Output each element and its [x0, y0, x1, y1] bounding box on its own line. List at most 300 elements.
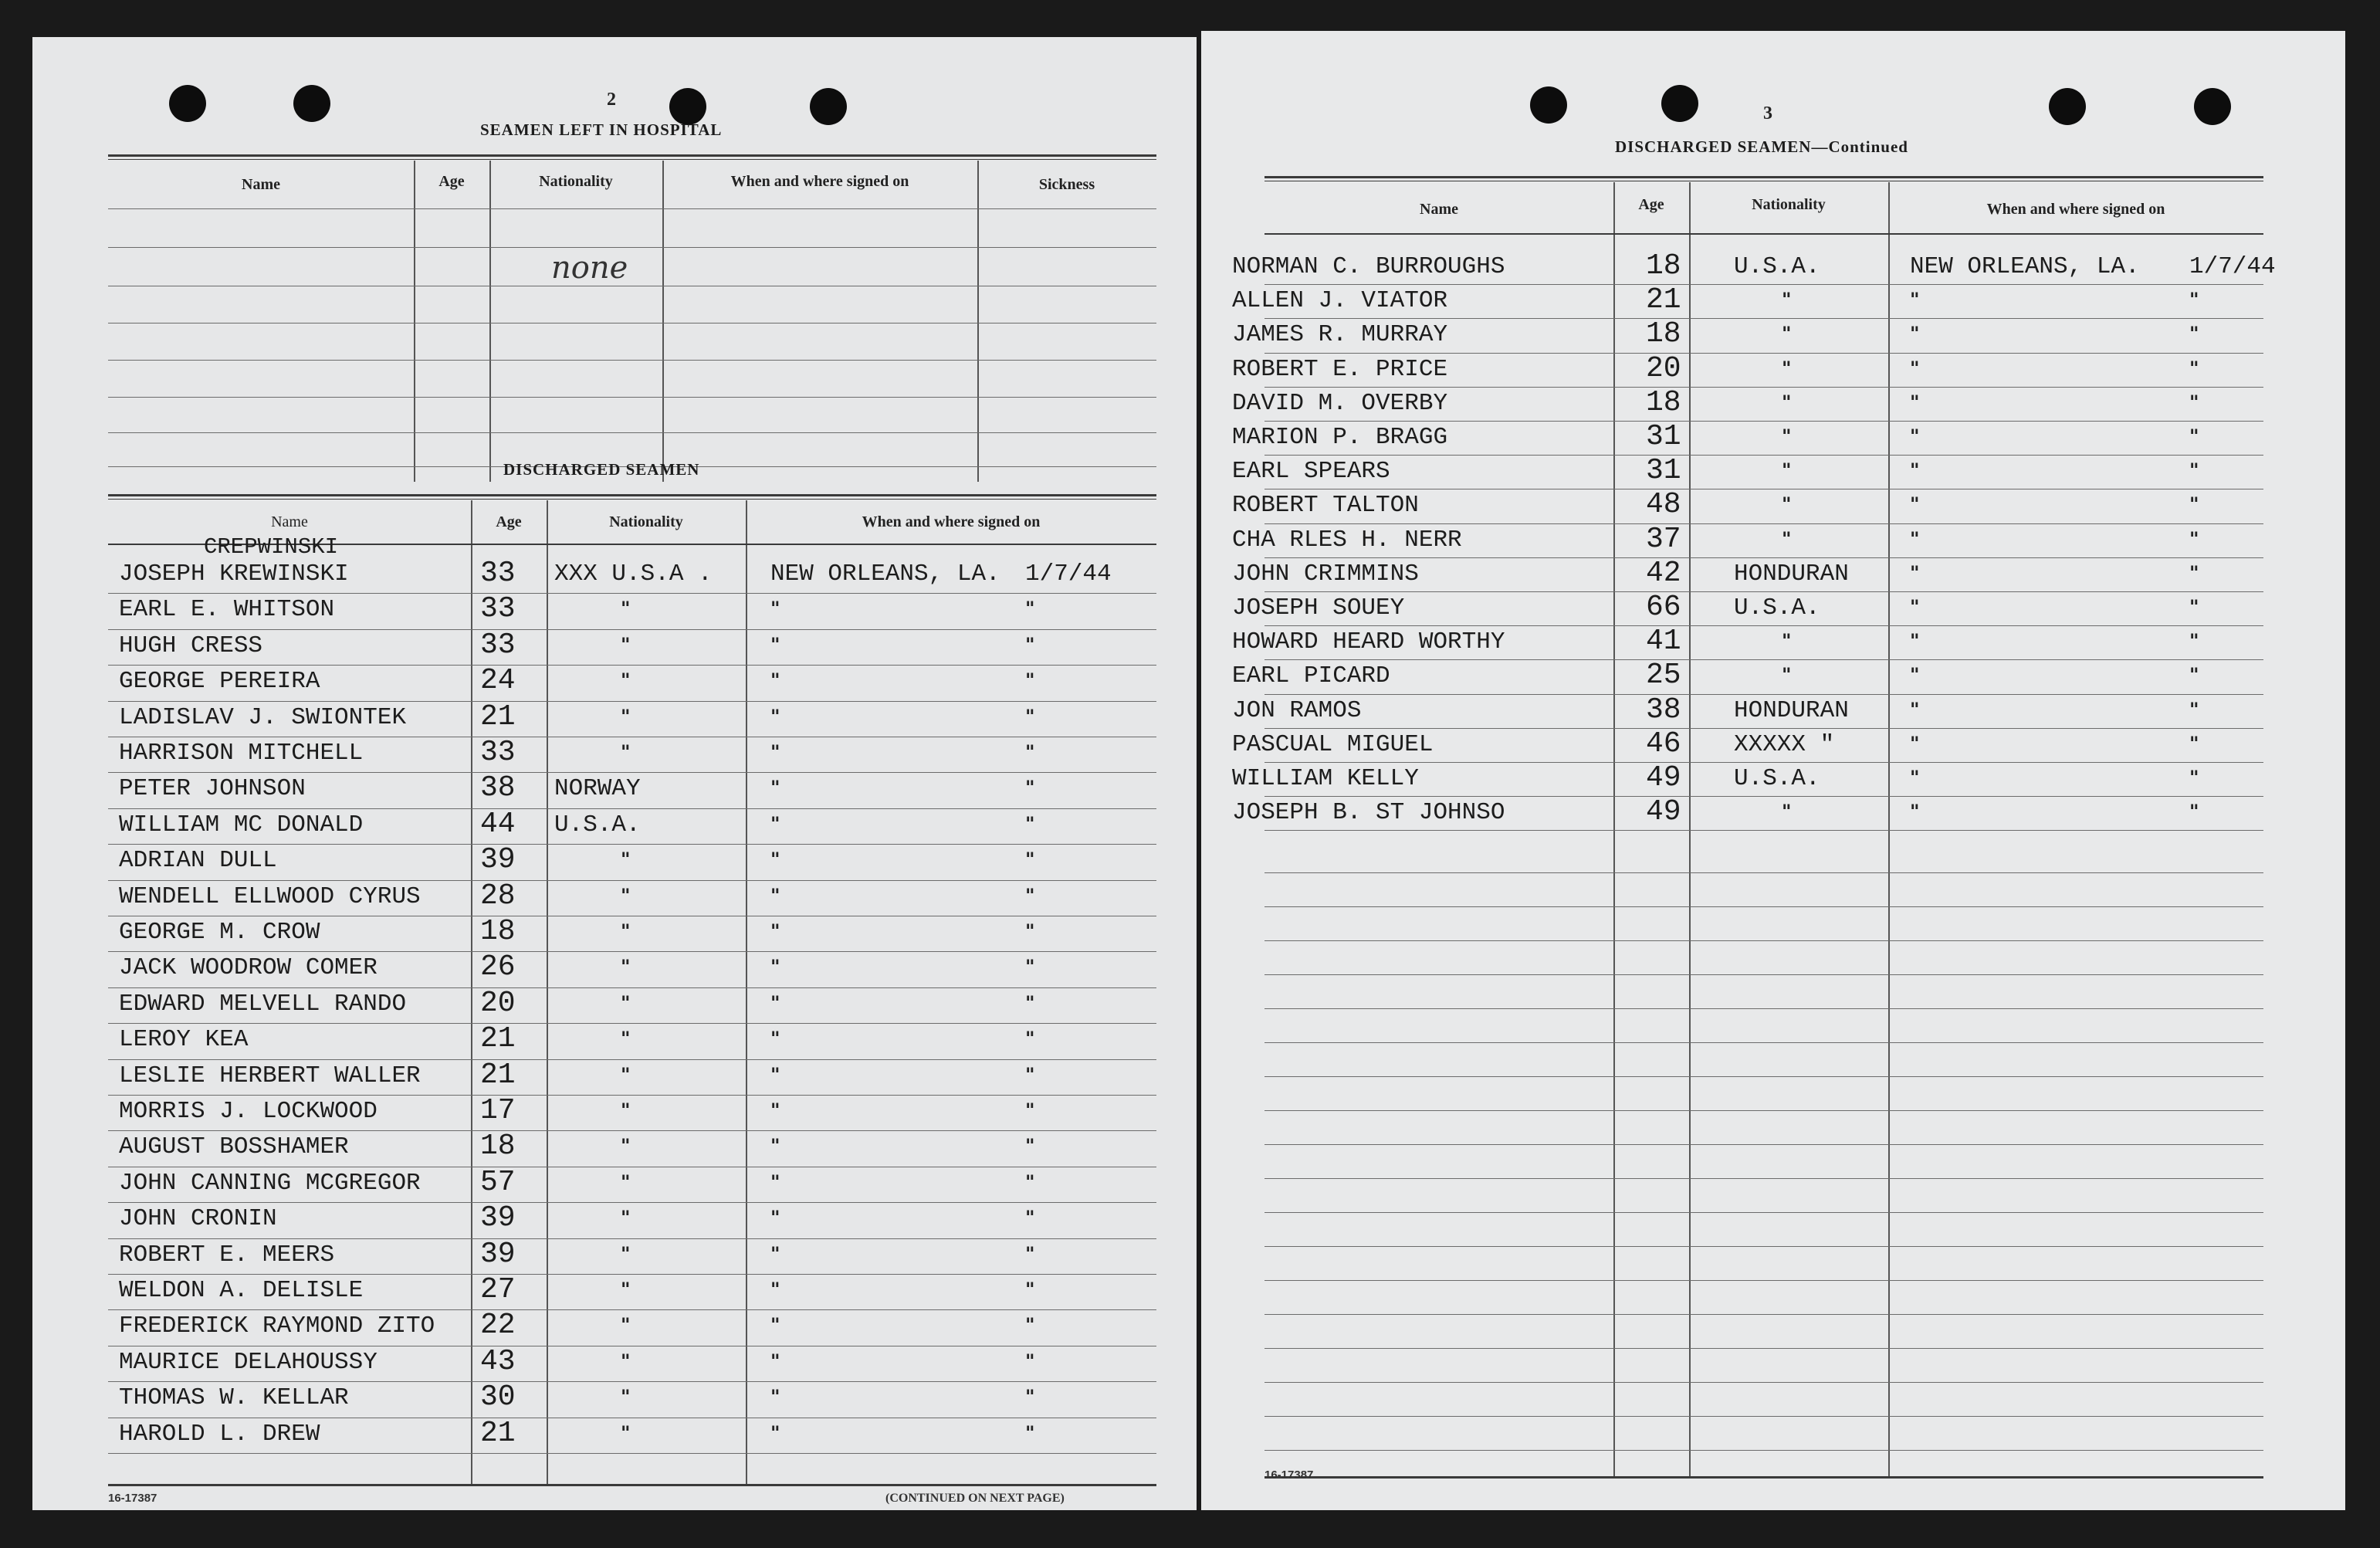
seaman-name: THOMAS W. KELLAR [119, 1384, 349, 1412]
row-line [1264, 1110, 2263, 1111]
seaman-signed-on-date: " [2189, 323, 2199, 345]
column-divider [547, 500, 548, 1484]
seaman-signed-on-date: " [1025, 920, 1035, 942]
seaman-age: 17 [480, 1094, 516, 1127]
seaman-nationality: " [1782, 289, 1792, 311]
seaman-name: JOHN CRIMMINS [1232, 560, 1419, 588]
seaman-nationality: " [621, 1242, 631, 1265]
seaman-nationality: NORWAY [554, 775, 641, 803]
seaman-signed-on-date: " [2189, 801, 2199, 823]
seaman-signed-on-place: " [770, 812, 780, 835]
seaman-signed-on-place: " [770, 956, 780, 978]
row-line [1264, 762, 2263, 763]
seaman-name: EARL E. WHITSON [119, 596, 335, 624]
seaman-name: HAROLD L. DREW [119, 1420, 320, 1448]
seaman-nationality: " [621, 1099, 631, 1121]
row-line [108, 701, 1156, 702]
col-header-nationality: Nationality [609, 513, 683, 530]
row-line [1264, 557, 2263, 558]
seaman-signed-on-place: " [770, 741, 780, 763]
row-line [108, 593, 1156, 594]
page-number: 2 [607, 90, 616, 110]
seaman-name: JACK WOODROW COMER [119, 954, 377, 982]
seaman-signed-on-place: " [770, 1135, 780, 1157]
row-line [1264, 906, 2263, 907]
seaman-signed-on-date: " [2189, 527, 2199, 550]
seaman-name: NORMAN C. BURROUGHS [1232, 253, 1505, 280]
seaman-signed-on-place: " [1910, 630, 1920, 652]
seaman-age: 18 [480, 1130, 516, 1164]
seaman-signed-on-place: " [770, 1314, 780, 1336]
seaman-age: 20 [1646, 351, 1681, 385]
seaman-age: 20 [480, 986, 516, 1020]
seaman-age: 43 [480, 1344, 516, 1378]
row-line [1264, 796, 2263, 797]
seaman-signed-on-place: " [770, 1242, 780, 1265]
seaman-age: 25 [1646, 659, 1681, 693]
seaman-signed-on-place: " [1910, 425, 1920, 447]
seaman-nationality: " [621, 741, 631, 763]
punch-hole [810, 88, 847, 125]
col-header-age: Age [1638, 196, 1664, 213]
seaman-name: JOSEPH SOUEY [1232, 594, 1405, 622]
seaman-signed-on-date: " [1025, 812, 1035, 835]
seaman-signed-on-date: " [1025, 669, 1035, 692]
seaman-signed-on-date: " [1025, 1279, 1035, 1300]
seaman-signed-on-date: " [1025, 633, 1035, 655]
seaman-name: GEORGE M. CROW [119, 919, 320, 946]
seaman-age: 39 [480, 1201, 516, 1235]
seaman-age: 18 [1646, 317, 1681, 351]
seaman-signed-on-date: " [1025, 956, 1035, 978]
seaman-nationality: U.S.A. [1734, 253, 1820, 280]
seaman-name: LESLIE HERBERT WALLER [119, 1062, 421, 1089]
row-line [108, 987, 1156, 988]
seaman-signed-on-place: " [1910, 357, 1920, 379]
seaman-age: 33 [480, 592, 516, 626]
seaman-age: 46 [1646, 727, 1681, 760]
seaman-signed-on-place: " [1910, 323, 1920, 345]
row-line [1264, 1348, 2263, 1349]
seaman-nationality: " [1782, 323, 1792, 345]
discharged-section-title: DISCHARGED SEAMEN [503, 460, 700, 479]
seaman-signed-on-place: NEW ORLEANS, LA. [1910, 253, 2140, 280]
row-line [1264, 523, 2263, 524]
seaman-signed-on-place: " [770, 1386, 780, 1408]
seaman-signed-on-date: " [1025, 741, 1035, 763]
seaman-signed-on-date: " [1025, 1207, 1035, 1229]
row-line [1264, 1076, 2263, 1077]
seaman-signed-on-date: " [2189, 630, 2199, 652]
seaman-signed-on-place: " [770, 1207, 780, 1229]
seaman-name: MARION P. BRAGG [1232, 424, 1448, 451]
row-line [1264, 625, 2263, 626]
seaman-nationality: " [621, 1028, 631, 1050]
col-header-signed-on: When and where signed on [730, 173, 909, 190]
row-line [108, 1381, 1156, 1382]
row-line [1264, 728, 2263, 729]
seaman-signed-on-date: " [1025, 1099, 1035, 1121]
seaman-name: ADRIAN DULL [119, 847, 277, 875]
punch-hole [1530, 86, 1567, 124]
seaman-age: 18 [1646, 385, 1681, 419]
seaman-age: 21 [480, 1416, 516, 1450]
table-top-rule [108, 154, 1156, 157]
seaman-signed-on-place: NEW ORLEANS, LA. [770, 561, 1000, 588]
row-line [108, 665, 1156, 666]
seaman-signed-on-date: " [1025, 1314, 1035, 1336]
seaman-signed-on-date: " [2189, 391, 2199, 413]
seaman-name: LEROY KEA [119, 1026, 249, 1054]
seaman-nationality: XXXXX " [1734, 730, 1835, 758]
seaman-age: 33 [480, 628, 516, 662]
seaman-name: JOSEPH B. ST JOHNSO [1232, 799, 1505, 827]
left-page [32, 37, 1197, 1510]
seaman-signed-on-date: " [2189, 493, 2199, 516]
seaman-signed-on-date: " [2189, 732, 2199, 754]
seaman-nationality: " [621, 884, 631, 906]
seaman-nationality: HONDURAN [1734, 560, 1849, 588]
column-divider [1613, 182, 1615, 1476]
seaman-signed-on-place: " [770, 920, 780, 942]
table-top-rule [1264, 176, 2263, 178]
seaman-signed-on-place: " [770, 669, 780, 692]
row-line [108, 397, 1156, 398]
table-bottom-rule [108, 1484, 1156, 1486]
seaman-signed-on-date: 1/7/44 [2189, 253, 2276, 280]
seaman-nationality: " [621, 1350, 631, 1372]
seaman-signed-on-date: " [2189, 664, 2199, 686]
seaman-age: 18 [1646, 249, 1681, 283]
seaman-nationality: " [621, 1063, 631, 1086]
form-number: 16-17387 [108, 1492, 157, 1505]
seaman-nationality: " [621, 1314, 631, 1336]
row-line [1264, 1178, 2263, 1179]
row-line [1264, 387, 2263, 388]
row-line [108, 844, 1156, 845]
punch-hole [293, 85, 330, 122]
column-divider [471, 500, 472, 1484]
seaman-name: WILLIAM MC DONALD [119, 811, 364, 838]
seaman-age: 49 [1646, 795, 1681, 829]
seaman-nationality: " [621, 920, 631, 942]
row-line [1264, 1042, 2263, 1043]
seaman-nationality: " [621, 598, 631, 620]
seaman-nationality: " [621, 849, 631, 871]
seaman-nationality: " [1782, 459, 1792, 482]
seaman-age: 48 [1646, 488, 1681, 522]
seaman-name: GEORGE PEREIRA [119, 668, 320, 696]
seaman-age: 37 [1646, 522, 1681, 556]
seaman-age: 39 [480, 1237, 516, 1271]
seaman-signed-on-place: " [1910, 493, 1920, 516]
seaman-name: FREDERICK RAYMOND ZITO [119, 1313, 435, 1340]
seaman-nationality: U.S.A. [1734, 594, 1820, 622]
seaman-nationality: " [621, 1135, 631, 1157]
row-line [108, 951, 1156, 952]
seaman-signed-on-date: " [1025, 1350, 1035, 1372]
seaman-nationality: " [621, 669, 631, 692]
row-line [108, 1309, 1156, 1310]
seaman-nationality: " [621, 633, 631, 655]
seaman-signed-on-date: " [2189, 767, 2199, 788]
seaman-name: JON RAMOS [1232, 696, 1362, 724]
seaman-nationality: U.S.A. [554, 811, 641, 838]
row-line [108, 208, 1156, 209]
seaman-signed-on-place: " [770, 884, 780, 906]
seaman-name: WELDON A. DELISLE [119, 1277, 364, 1304]
seaman-age: 30 [480, 1380, 516, 1414]
name-correction: CREPWINSKI [204, 534, 339, 560]
seaman-age: 28 [480, 879, 516, 913]
seaman-signed-on-place: " [770, 1350, 780, 1372]
row-line [108, 1453, 1156, 1454]
col-header-signed-on: When and where signed on [1986, 201, 2165, 218]
punch-hole [669, 88, 706, 125]
seaman-name: WENDELL ELLWOOD CYRUS [119, 882, 421, 910]
col-header-sickness: Sickness [1038, 176, 1095, 193]
seaman-signed-on-date: " [1025, 884, 1035, 906]
seaman-nationality: U.S.A. [1734, 765, 1820, 792]
hospital-section-title: SEAMEN LEFT IN HOSPITAL [480, 120, 723, 139]
seaman-age: 26 [480, 950, 516, 984]
row-line [108, 1130, 1156, 1131]
seaman-signed-on-place: " [770, 1279, 780, 1300]
seaman-signed-on-date: " [1025, 1386, 1035, 1408]
seaman-nationality: XXX U.S.A . [554, 561, 713, 588]
seaman-signed-on-date: " [2189, 357, 2199, 379]
seaman-signed-on-date: " [1025, 1028, 1035, 1050]
row-line [1264, 284, 2263, 285]
seaman-name: ROBERT TALTON [1232, 492, 1419, 520]
seaman-nationality: " [1782, 664, 1792, 686]
row-line [1264, 940, 2263, 941]
seaman-age: 66 [1646, 591, 1681, 624]
seaman-age: 21 [480, 1058, 516, 1092]
seaman-age: 18 [480, 915, 516, 948]
seaman-name: HARRISON MITCHELL [119, 740, 364, 767]
row-line [108, 1202, 1156, 1203]
continued-note: (CONTINUED ON NEXT PAGE) [885, 1492, 1065, 1505]
seaman-name: PETER JOHNSON [119, 775, 306, 803]
seaman-signed-on-date: " [1025, 1170, 1035, 1193]
seaman-age: 57 [480, 1165, 516, 1199]
row-line [108, 432, 1156, 433]
row-line [1264, 591, 2263, 592]
seaman-age: 44 [480, 807, 516, 841]
seaman-signed-on-place: " [1910, 391, 1920, 413]
row-line [1264, 1246, 2263, 1247]
seaman-signed-on-date: " [2189, 596, 2199, 618]
seaman-age: 31 [1646, 420, 1681, 453]
seaman-age: 24 [480, 664, 516, 698]
seaman-age: 33 [480, 736, 516, 769]
seaman-signed-on-place: " [770, 633, 780, 655]
seaman-nationality: " [621, 1386, 631, 1408]
punch-hole [169, 85, 206, 122]
row-line [108, 1059, 1156, 1060]
row-line [108, 1023, 1156, 1024]
seaman-nationality: " [1782, 357, 1792, 379]
page-number: 3 [1763, 103, 1772, 124]
seaman-name: JAMES R. MURRAY [1232, 321, 1448, 349]
seaman-name: ALLEN J. VIATOR [1232, 287, 1448, 315]
seaman-age: 31 [1646, 454, 1681, 488]
table-top-rule [108, 499, 1156, 500]
seaman-age: 22 [480, 1309, 516, 1343]
seaman-name: DAVID M. OVERBY [1232, 389, 1448, 417]
row-line [108, 1274, 1156, 1275]
seaman-signed-on-place: " [1910, 596, 1920, 618]
seaman-signed-on-date: " [1025, 1242, 1035, 1265]
row-line [1264, 872, 2263, 873]
seaman-signed-on-place: " [770, 1028, 780, 1050]
seaman-age: 27 [480, 1273, 516, 1306]
seaman-signed-on-place: " [770, 777, 780, 799]
seaman-nationality: " [1782, 527, 1792, 550]
col-header-age: Age [438, 173, 465, 190]
seaman-nationality: " [621, 1170, 631, 1193]
seaman-name: PASCUAL MIGUEL [1232, 730, 1434, 758]
row-line [1264, 1212, 2263, 1213]
col-header-name: Name [271, 513, 308, 530]
seaman-signed-on-place: " [1910, 289, 1920, 311]
seaman-age: 33 [480, 557, 516, 590]
seaman-age: 38 [480, 771, 516, 805]
seaman-signed-on-place: " [1910, 561, 1920, 584]
seaman-name: JOHN CRONIN [119, 1205, 277, 1233]
seaman-nationality: " [621, 956, 631, 978]
seaman-signed-on-date: 1/7/44 [1025, 561, 1112, 588]
seaman-signed-on-place: " [1910, 732, 1920, 754]
header-bottom-rule [1264, 233, 2263, 235]
col-header-name: Name [1420, 201, 1458, 218]
seaman-nationality: " [1782, 801, 1792, 823]
col-header-nationality: Nationality [1752, 196, 1826, 213]
seaman-age: 49 [1646, 761, 1681, 794]
seaman-signed-on-date: " [2189, 561, 2199, 584]
seaman-name: CHA RLES H. NERR [1232, 526, 1462, 554]
seaman-name: JOHN CANNING MCGREGOR [119, 1169, 421, 1197]
row-line [1264, 830, 2263, 831]
seaman-signed-on-place: " [1910, 767, 1920, 788]
seaman-age: 21 [480, 699, 516, 733]
seaman-age: 21 [1646, 283, 1681, 317]
row-line [1264, 318, 2263, 319]
page-title: DISCHARGED SEAMEN—Continued [1615, 137, 1908, 156]
seaman-age: 42 [1646, 556, 1681, 590]
seaman-name: ROBERT E. MEERS [119, 1241, 335, 1269]
seaman-nationality: " [1782, 493, 1792, 516]
seaman-signed-on-date: " [1025, 1135, 1035, 1157]
seaman-age: 39 [480, 843, 516, 877]
row-line [1264, 1008, 2263, 1009]
seaman-signed-on-date: " [2189, 289, 2199, 311]
col-header-nationality: Nationality [539, 173, 613, 190]
seaman-age: 38 [1646, 693, 1681, 727]
seaman-signed-on-place: " [770, 598, 780, 620]
handwritten-none: none [551, 250, 628, 286]
seaman-signed-on-place: " [770, 1170, 780, 1193]
seaman-signed-on-place: " [1910, 664, 1920, 686]
seaman-signed-on-place: " [1910, 698, 1920, 720]
seaman-name: LADISLAV J. SWIONTEK [119, 703, 407, 731]
column-divider [746, 500, 747, 1484]
punch-hole [1661, 85, 1698, 122]
column-divider [1689, 182, 1691, 1476]
seaman-name: WILLIAM KELLY [1232, 765, 1419, 792]
seaman-signed-on-date: " [1025, 705, 1035, 727]
column-divider [1888, 182, 1890, 1476]
row-line [1264, 353, 2263, 354]
punch-hole [2049, 88, 2086, 125]
seaman-signed-on-date: " [1025, 1421, 1035, 1444]
row-line [1264, 659, 2263, 660]
row-line [1264, 1280, 2263, 1281]
row-line [1264, 974, 2263, 975]
seaman-name: MORRIS J. LOCKWOOD [119, 1098, 377, 1125]
col-header-age: Age [496, 513, 522, 530]
seaman-nationality: " [621, 991, 631, 1014]
seaman-nationality: " [1782, 391, 1792, 413]
row-line [108, 1238, 1156, 1239]
seaman-signed-on-date: " [2189, 698, 2199, 720]
seaman-signed-on-place: " [1910, 527, 1920, 550]
seaman-signed-on-date: " [1025, 1063, 1035, 1086]
row-line [1264, 1416, 2263, 1417]
seaman-signed-on-date: " [2189, 425, 2199, 447]
seaman-age: 21 [480, 1022, 516, 1056]
table-top-rule [108, 159, 1156, 160]
seaman-signed-on-place: " [770, 705, 780, 727]
seaman-signed-on-place: " [770, 1063, 780, 1086]
row-line [1264, 694, 2263, 695]
seaman-nationality: " [621, 1421, 631, 1444]
row-line [108, 360, 1156, 361]
seaman-signed-on-place: " [770, 991, 780, 1014]
row-line [1264, 421, 2263, 422]
col-header-signed-on: When and where signed on [862, 513, 1041, 530]
seaman-nationality: " [1782, 425, 1792, 447]
table-top-rule [108, 494, 1156, 496]
seaman-nationality: HONDURAN [1734, 696, 1849, 724]
seaman-signed-on-date: " [1025, 849, 1035, 871]
seaman-signed-on-date: " [1025, 598, 1035, 620]
seaman-signed-on-date: " [1025, 991, 1035, 1014]
seaman-name: MAURICE DELAHOUSSY [119, 1348, 377, 1376]
seaman-signed-on-place: " [1910, 459, 1920, 482]
row-line [108, 247, 1156, 248]
table-bottom-rule [1264, 1476, 2263, 1479]
seaman-signed-on-date: " [1025, 777, 1035, 799]
seaman-name: EARL SPEARS [1232, 458, 1390, 486]
punch-hole [2194, 88, 2231, 125]
seaman-name: EARL PICARD [1232, 662, 1390, 690]
seaman-nationality: " [621, 705, 631, 727]
row-line [108, 1095, 1156, 1096]
seaman-signed-on-place: " [770, 1421, 780, 1444]
seaman-nationality: " [621, 1279, 631, 1300]
row-line [1264, 455, 2263, 456]
seaman-nationality: " [621, 1207, 631, 1229]
row-line [108, 808, 1156, 809]
row-line [1264, 1314, 2263, 1315]
seaman-nationality: " [1782, 630, 1792, 652]
row-line [1264, 1382, 2263, 1383]
right-page [1201, 31, 2345, 1510]
seaman-signed-on-place: " [1910, 801, 1920, 823]
seaman-name: HOWARD HEARD WORTHY [1232, 628, 1505, 656]
